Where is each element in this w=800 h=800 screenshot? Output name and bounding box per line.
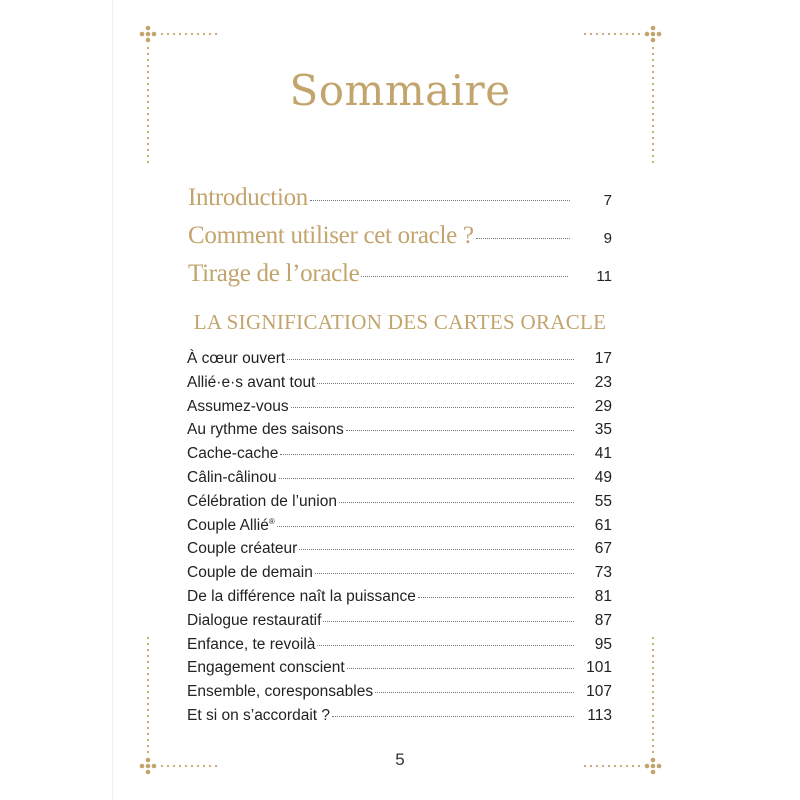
- toc-entry-label: Couple Allié: [187, 516, 269, 534]
- toc-entry-page: 61: [594, 516, 612, 534]
- toc-entry-page: 113: [587, 706, 612, 724]
- dot-leader: [317, 383, 574, 384]
- toc-entry-tirage[interactable]: [188, 260, 612, 290]
- toc-entry-page: 107: [586, 683, 612, 701]
- toc-entry-page: 11: [596, 268, 612, 285]
- dot-leader: [279, 478, 574, 479]
- toc-entry-page: 35: [594, 421, 612, 439]
- toc-entry-label: Introduction: [188, 184, 308, 211]
- toc-entry-page: 81: [594, 587, 612, 605]
- toc-entry[interactable]: [187, 374, 612, 398]
- toc-entry-label: Célébration de l’union: [187, 492, 337, 510]
- dot-leader: [418, 597, 574, 598]
- page-number: 5: [395, 750, 405, 769]
- toc-entry-label: Comment utiliser cet oracle ?: [188, 222, 474, 249]
- toc-entry-page: 87: [594, 611, 612, 629]
- dot-leader: [375, 692, 574, 693]
- toc-entry-page: 17: [594, 350, 612, 367]
- toc-entry-label: Tirage de l’oracle: [188, 260, 360, 287]
- toc-entry-label: Engagement conscient: [187, 659, 345, 677]
- dot-leader: [323, 621, 574, 622]
- toc-card-list: [187, 350, 612, 731]
- page-title: Sommaire: [289, 66, 511, 115]
- section-heading: LA SIGNIFICATION DES CARTES ORACLE: [193, 310, 607, 334]
- toc-entry-page: 41: [594, 445, 612, 463]
- toc-entry-label: Ensemble, coresponsables: [187, 683, 374, 701]
- toc-entry-label: À cœur ouvert: [187, 350, 286, 367]
- toc-entry-page: 23: [594, 373, 612, 391]
- toc-entry[interactable]: [187, 493, 612, 517]
- toc-entry-label: De la différence naît la puissance: [187, 587, 416, 605]
- toc-entry[interactable]: [187, 469, 612, 493]
- toc-entry-page: 29: [594, 397, 612, 415]
- toc-entry-page: 95: [594, 635, 612, 653]
- dot-leader: [291, 407, 574, 408]
- toc-entry-introduction[interactable]: [188, 184, 612, 214]
- toc-entry[interactable]: [187, 659, 612, 683]
- toc-entry-page: 9: [603, 230, 612, 247]
- toc-entry-label: Câlin-câlinou: [187, 468, 277, 486]
- dot-leader: [287, 359, 574, 360]
- toc-entry[interactable]: [187, 683, 612, 707]
- toc-entry[interactable]: [187, 612, 612, 636]
- toc-entry[interactable]: [187, 517, 612, 541]
- toc-entry-page: 49: [594, 468, 612, 486]
- dot-leader: [310, 200, 570, 201]
- page-edge: [112, 0, 113, 800]
- dot-leader: [317, 645, 574, 646]
- dot-leader: [280, 454, 574, 455]
- toc-entry-page: 101: [586, 659, 612, 677]
- toc-entry[interactable]: [187, 445, 612, 469]
- toc-entry-label: Allié·e·s avant tout: [187, 373, 316, 391]
- dot-leader: [361, 276, 568, 277]
- toc-entry-page: 73: [594, 564, 612, 582]
- toc-entry[interactable]: [187, 421, 612, 445]
- toc-entry[interactable]: [187, 588, 612, 612]
- dot-leader: [347, 668, 574, 669]
- toc-entry[interactable]: [187, 398, 612, 422]
- toc-entry[interactable]: [187, 350, 612, 374]
- dot-leader: [339, 502, 574, 503]
- dot-leader: [299, 549, 574, 550]
- toc-entry-label: Cache-cache: [187, 445, 279, 463]
- toc-entry-label: Assumez-vous: [187, 397, 289, 415]
- toc-entry[interactable]: [187, 707, 612, 731]
- toc-entry[interactable]: [187, 564, 612, 588]
- toc-entry-label: Au rythme des saisons: [187, 421, 344, 439]
- toc-entry-label: Dialogue restauratif: [187, 611, 322, 629]
- toc-entry-comment-utiliser[interactable]: [188, 222, 612, 252]
- registered-mark: ®: [268, 516, 275, 526]
- toc-entry-page: 55: [594, 492, 612, 510]
- dot-leader: [332, 716, 574, 717]
- toc-entry-label: Couple de demain: [187, 564, 313, 582]
- toc-entry-label: Enfance, te revoilà: [187, 635, 316, 653]
- dot-leader: [277, 526, 574, 527]
- toc-entry-label-wrap: [187, 517, 275, 535]
- toc-entry[interactable]: [187, 540, 612, 564]
- toc-entry[interactable]: [187, 636, 612, 660]
- dot-leader: [476, 238, 570, 239]
- dot-leader: [315, 573, 574, 574]
- toc-entry-page: 7: [603, 192, 612, 209]
- toc-entry-label: Et si on s’accordait ?: [187, 706, 331, 724]
- toc-entry-label: Couple créateur: [187, 540, 298, 558]
- toc-entry-page: 67: [594, 540, 612, 558]
- dot-leader: [346, 430, 574, 431]
